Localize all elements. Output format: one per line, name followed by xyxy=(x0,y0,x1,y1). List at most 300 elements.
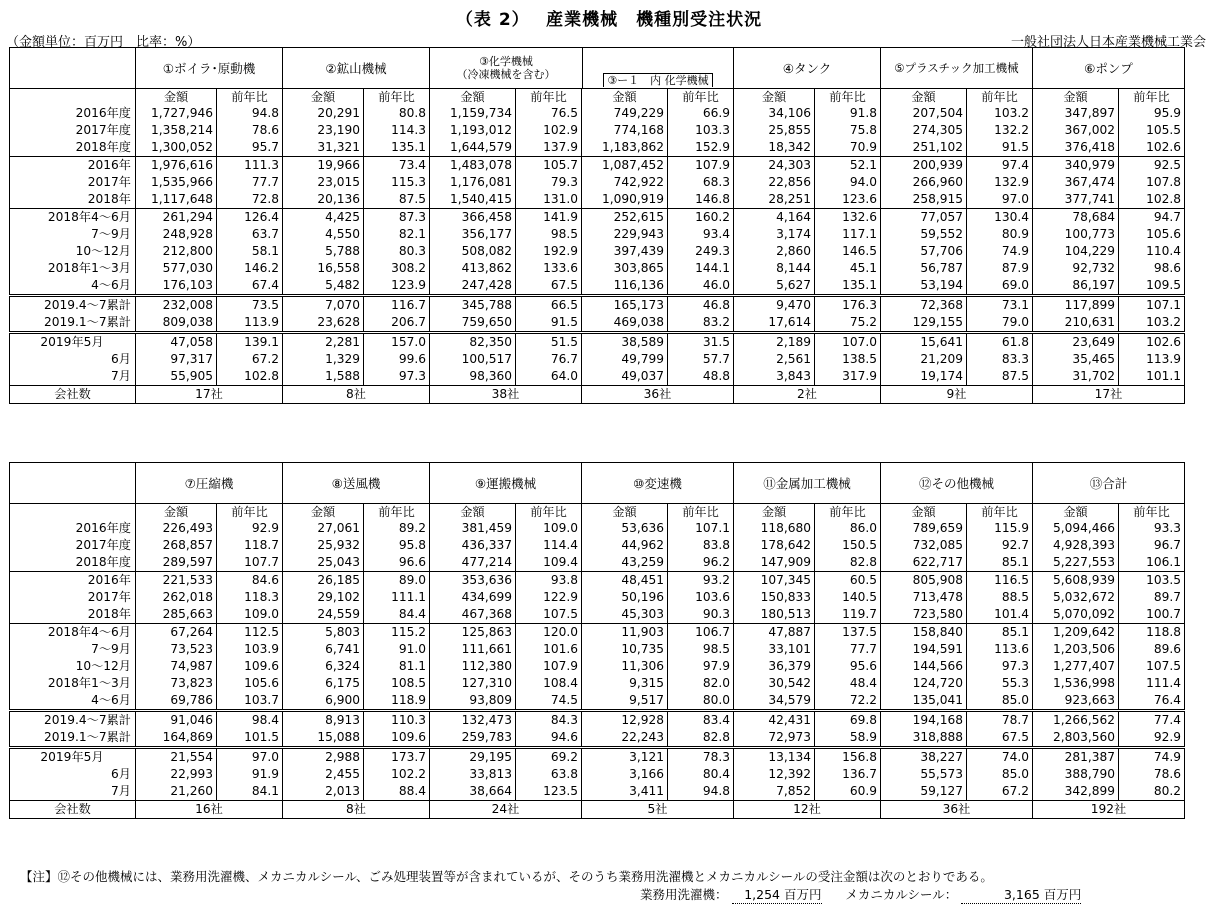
amount-cell: 789,659 xyxy=(881,520,967,537)
amount-cell: 1,588 xyxy=(283,368,364,386)
ratio-cell: 111.4 xyxy=(1119,675,1185,692)
amount-cell: 713,478 xyxy=(881,589,967,606)
seal-label: メカニカルシール： xyxy=(845,887,958,902)
ratio-cell: 107.9 xyxy=(516,658,582,675)
amount-cell: 5,482 xyxy=(283,277,364,296)
ratio-cell: 77.4 xyxy=(1119,711,1185,730)
ratio-cell: 95.8 xyxy=(364,537,430,554)
row-label: 2018年1～3月 xyxy=(47,676,131,690)
table-row xyxy=(10,209,1185,227)
ratio-cell: 89.2 xyxy=(364,520,430,537)
amount-cell: 12,392 xyxy=(734,766,815,783)
amount-cell: 1,358,214 xyxy=(136,122,217,139)
amount-cell: 111,661 xyxy=(430,641,516,658)
amount-cell: 34,106 xyxy=(734,105,815,122)
ratio-cell: 156.8 xyxy=(815,748,881,767)
ratio-cell: 102.9 xyxy=(516,122,582,139)
amount-cell: 4,928,393 xyxy=(1033,537,1119,554)
company-count: 12社 xyxy=(734,801,881,819)
ratio-cell: 77.7 xyxy=(815,641,881,658)
ratio-cell: 69.2 xyxy=(516,748,582,767)
amount-cell: 340,979 xyxy=(1033,157,1119,175)
amount-cell: 20,136 xyxy=(283,191,364,209)
ratio-cell: 95.6 xyxy=(815,658,881,675)
amount-cell: 82,350 xyxy=(430,333,516,352)
ratio-cell: 48.4 xyxy=(815,675,881,692)
ratio-cell: 176.3 xyxy=(815,296,881,315)
amount-cell: 23,190 xyxy=(283,122,364,139)
orders-table-2 xyxy=(9,462,1185,819)
header-tank: ④タンク xyxy=(734,48,881,89)
header-total: ⑬合計 xyxy=(1033,463,1185,504)
amount-cell: 19,966 xyxy=(283,157,364,175)
table-row xyxy=(10,277,1185,296)
ratio-cell: 107.5 xyxy=(516,606,582,624)
row-label: 2016年 xyxy=(10,572,136,590)
amount-cell: 6,324 xyxy=(283,658,364,675)
amount-cell: 48,451 xyxy=(582,572,668,590)
amount-cell: 2,281 xyxy=(283,333,364,352)
amount-cell: 34,579 xyxy=(734,692,815,711)
row-label: 2017年 xyxy=(87,175,131,189)
amount-cell: 377,741 xyxy=(1033,191,1119,209)
amount-cell: 20,291 xyxy=(283,105,364,122)
ratio-cell: 92.9 xyxy=(217,520,283,537)
table-row xyxy=(10,711,1185,730)
ratio-cell: 97.9 xyxy=(668,658,734,675)
amount-cell: 1,117,648 xyxy=(136,191,217,209)
amount-cell: 16,558 xyxy=(283,260,364,277)
table-row xyxy=(10,572,1185,590)
ratio-cell: 123.9 xyxy=(364,277,430,296)
ratio-cell: 111.3 xyxy=(217,157,283,175)
ratio-cell: 103.6 xyxy=(668,589,734,606)
amount-cell: 116,136 xyxy=(582,277,668,296)
ratio-cell: 97.0 xyxy=(967,191,1033,209)
subheader-ratio: 前年比 xyxy=(668,504,734,521)
ratio-cell: 91.5 xyxy=(967,139,1033,157)
corner-cell xyxy=(10,48,136,89)
row-label: 2018年4～6月 xyxy=(10,209,136,227)
ratio-cell: 94.8 xyxy=(668,783,734,801)
amount-cell: 5,627 xyxy=(734,277,815,296)
amount-cell: 53,636 xyxy=(582,520,668,537)
amount-cell: 285,663 xyxy=(136,606,217,624)
ratio-cell: 57.7 xyxy=(668,351,734,368)
ratio-cell: 98.5 xyxy=(516,226,582,243)
ratio-cell: 114.3 xyxy=(364,122,430,139)
amount-cell: 1,727,946 xyxy=(136,105,217,122)
amount-cell: 36,379 xyxy=(734,658,815,675)
ratio-cell: 99.6 xyxy=(364,351,430,368)
amount-cell: 25,855 xyxy=(734,122,815,139)
amount-cell: 723,580 xyxy=(881,606,967,624)
amount-cell: 9,517 xyxy=(582,692,668,711)
ratio-cell: 84.3 xyxy=(516,711,582,730)
row-label: 7月 xyxy=(111,784,131,798)
amount-cell: 5,227,553 xyxy=(1033,554,1119,572)
amount-cell: 118,680 xyxy=(734,520,815,537)
table-row xyxy=(10,692,1185,711)
amount-cell: 107,345 xyxy=(734,572,815,590)
subheader-amount: 金額 xyxy=(734,89,815,106)
ratio-cell: 52.1 xyxy=(815,157,881,175)
ratio-cell: 108.4 xyxy=(516,675,582,692)
amount-cell: 2,860 xyxy=(734,243,815,260)
amount-cell: 132,473 xyxy=(430,711,516,730)
amount-cell: 6,900 xyxy=(283,692,364,711)
ratio-cell: 107.5 xyxy=(1119,658,1185,675)
amount-cell: 388,790 xyxy=(1033,766,1119,783)
ratio-cell: 173.7 xyxy=(364,748,430,767)
ratio-cell: 103.2 xyxy=(1119,314,1185,333)
ratio-cell: 107.0 xyxy=(815,333,881,352)
table-row xyxy=(10,260,1185,277)
amount-cell: 69,786 xyxy=(136,692,217,711)
ratio-cell: 74.5 xyxy=(516,692,582,711)
ratio-cell: 74.0 xyxy=(967,748,1033,767)
amount-cell: 50,196 xyxy=(582,589,668,606)
ratio-cell: 45.1 xyxy=(815,260,881,277)
amount-cell: 397,439 xyxy=(582,243,668,260)
company-count: 5社 xyxy=(582,801,734,819)
amount-cell: 11,306 xyxy=(582,658,668,675)
amount-cell: 72,973 xyxy=(734,729,815,748)
amount-cell: 73,823 xyxy=(136,675,217,692)
header-chemical-sub: （冷凍機械を含む） xyxy=(456,68,556,81)
table-row xyxy=(10,554,1185,572)
amount-cell: 17,614 xyxy=(734,314,815,333)
amount-cell: 77,057 xyxy=(881,209,967,227)
amount-cell: 7,070 xyxy=(283,296,364,315)
header-other: ⑫その他機械 xyxy=(881,463,1033,504)
ratio-cell: 105.6 xyxy=(1119,226,1185,243)
subheader-amount: 金額 xyxy=(430,89,516,106)
company-count: 8社 xyxy=(283,801,430,819)
ratio-cell: 206.7 xyxy=(364,314,430,333)
ratio-cell: 141.9 xyxy=(516,209,582,227)
ratio-cell: 73.1 xyxy=(967,296,1033,315)
ratio-cell: 114.4 xyxy=(516,537,582,554)
ratio-cell: 308.2 xyxy=(364,260,430,277)
ratio-cell: 92.7 xyxy=(967,537,1033,554)
ratio-cell: 132.2 xyxy=(967,122,1033,139)
ratio-cell: 85.0 xyxy=(967,692,1033,711)
amount-cell: 1,203,506 xyxy=(1033,641,1119,658)
amount-cell: 1,159,734 xyxy=(430,105,516,122)
ratio-cell: 101.6 xyxy=(516,641,582,658)
amount-cell: 381,459 xyxy=(430,520,516,537)
ratio-cell: 76.5 xyxy=(516,105,582,122)
amount-cell: 477,214 xyxy=(430,554,516,572)
row-label: 2018年 xyxy=(87,192,131,206)
amount-cell: 303,865 xyxy=(582,260,668,277)
amount-cell: 178,642 xyxy=(734,537,815,554)
amount-cell: 467,368 xyxy=(430,606,516,624)
row-label: 7月 xyxy=(111,369,131,383)
ratio-cell: 87.5 xyxy=(364,191,430,209)
ratio-cell: 73.5 xyxy=(217,296,283,315)
amount-cell: 31,702 xyxy=(1033,368,1119,386)
ratio-cell: 100.7 xyxy=(1119,606,1185,624)
amount-cell: 21,260 xyxy=(136,783,217,801)
amount-cell: 1,329 xyxy=(283,351,364,368)
ratio-cell: 82.0 xyxy=(668,675,734,692)
ratio-cell: 69.0 xyxy=(967,277,1033,296)
subheader-amount: 金額 xyxy=(582,89,668,106)
amount-cell: 749,229 xyxy=(582,105,668,122)
subheader-amount: 金額 xyxy=(283,89,364,106)
amount-cell: 353,636 xyxy=(430,572,516,590)
amount-cell: 180,513 xyxy=(734,606,815,624)
ratio-cell: 146.2 xyxy=(217,260,283,277)
amount-cell: 73,523 xyxy=(136,641,217,658)
row-label: 2017年度 xyxy=(75,123,131,137)
ratio-cell: 58.9 xyxy=(815,729,881,748)
company-count: 17社 xyxy=(1033,386,1185,404)
ratio-cell: 83.8 xyxy=(668,537,734,554)
ratio-cell: 109.6 xyxy=(364,729,430,748)
amount-cell: 622,717 xyxy=(881,554,967,572)
ratio-cell: 77.7 xyxy=(217,174,283,191)
amount-cell: 266,960 xyxy=(881,174,967,191)
row-label: 2017年 xyxy=(87,590,131,604)
ratio-cell: 102.2 xyxy=(364,766,430,783)
amount-cell: 413,862 xyxy=(430,260,516,277)
amount-cell: 194,168 xyxy=(881,711,967,730)
amount-cell: 38,589 xyxy=(582,333,668,352)
amount-cell: 2,988 xyxy=(283,748,364,767)
ratio-cell: 94.8 xyxy=(217,105,283,122)
amount-cell: 1,087,452 xyxy=(582,157,668,175)
amount-cell: 27,061 xyxy=(283,520,364,537)
company-count: 8社 xyxy=(283,386,430,404)
ratio-cell: 107.1 xyxy=(1119,296,1185,315)
page-title: （表 2） 産業機械 機種別受注状況 xyxy=(455,10,763,30)
ratio-cell: 112.5 xyxy=(217,624,283,642)
amount-cell: 55,573 xyxy=(881,766,967,783)
amount-cell: 49,799 xyxy=(582,351,668,368)
amount-cell: 150,833 xyxy=(734,589,815,606)
amount-cell: 91,046 xyxy=(136,711,217,730)
amount-cell: 44,962 xyxy=(582,537,668,554)
subheader-amount: 金額 xyxy=(1033,504,1119,521)
ratio-cell: 64.0 xyxy=(516,368,582,386)
ratio-cell: 160.2 xyxy=(668,209,734,227)
ratio-cell: 115.2 xyxy=(364,624,430,642)
ratio-cell: 132.9 xyxy=(967,174,1033,191)
table-row xyxy=(10,589,1185,606)
subheader-ratio: 前年比 xyxy=(364,89,430,106)
table-row xyxy=(10,314,1185,333)
company-count: 24社 xyxy=(430,801,582,819)
ratio-cell: 79.0 xyxy=(967,314,1033,333)
ratio-cell: 74.9 xyxy=(967,243,1033,260)
subheader-ratio: 前年比 xyxy=(364,504,430,521)
amount-cell: 97,317 xyxy=(136,351,217,368)
company-count: 9社 xyxy=(881,386,1033,404)
ratio-cell: 152.9 xyxy=(668,139,734,157)
ratio-cell: 67.4 xyxy=(217,277,283,296)
ratio-cell: 109.0 xyxy=(217,606,283,624)
ratio-cell: 192.9 xyxy=(516,243,582,260)
amount-cell: 158,840 xyxy=(881,624,967,642)
amount-cell: 1,266,562 xyxy=(1033,711,1119,730)
amount-cell: 11,903 xyxy=(582,624,668,642)
ratio-cell: 83.3 xyxy=(967,351,1033,368)
amount-cell: 104,229 xyxy=(1033,243,1119,260)
ratio-cell: 82.8 xyxy=(815,554,881,572)
ratio-cell: 84.4 xyxy=(364,606,430,624)
row-label: 2019.4～7累計 xyxy=(10,711,136,730)
row-label: 2016年度 xyxy=(75,521,131,535)
subheader-ratio: 前年比 xyxy=(1119,89,1185,106)
amount-cell: 732,085 xyxy=(881,537,967,554)
row-label: 7～9月 xyxy=(91,642,131,656)
header-chemical-inner-label: ③ー１ 内 化学機械 xyxy=(603,73,712,87)
subheader-ratio: 前年比 xyxy=(967,89,1033,106)
amount-cell: 135,041 xyxy=(881,692,967,711)
ratio-cell: 102.6 xyxy=(1119,333,1185,352)
laundry-value: 1,254 百万円 xyxy=(732,885,822,904)
company-count: 36社 xyxy=(582,386,734,404)
company-count-label: 会社数 xyxy=(10,386,136,404)
ratio-cell: 89.0 xyxy=(364,572,430,590)
table-row xyxy=(10,748,1185,767)
table-row xyxy=(10,624,1185,642)
amount-cell: 1,277,407 xyxy=(1033,658,1119,675)
amount-cell: 3,843 xyxy=(734,368,815,386)
amount-cell: 221,533 xyxy=(136,572,217,590)
amount-cell: 207,504 xyxy=(881,105,967,122)
amount-cell: 74,987 xyxy=(136,658,217,675)
amount-cell: 21,209 xyxy=(881,351,967,368)
ratio-cell: 85.0 xyxy=(967,766,1033,783)
table-row xyxy=(10,296,1185,315)
ratio-cell: 95.9 xyxy=(1119,105,1185,122)
ratio-cell: 94.7 xyxy=(1119,209,1185,227)
amount-cell: 1,976,616 xyxy=(136,157,217,175)
ratio-cell: 110.4 xyxy=(1119,243,1185,260)
ratio-cell: 61.8 xyxy=(967,333,1033,352)
ratio-cell: 46.0 xyxy=(668,277,734,296)
ratio-cell: 80.8 xyxy=(364,105,430,122)
amount-cell: 22,243 xyxy=(582,729,668,748)
header-plastic: ⑤プラスチック加工機械 xyxy=(881,48,1033,89)
ratio-cell: 94.6 xyxy=(516,729,582,748)
amount-cell: 376,418 xyxy=(1033,139,1119,157)
ratio-cell: 67.5 xyxy=(967,729,1033,748)
amount-cell: 2,803,560 xyxy=(1033,729,1119,748)
amount-cell: 31,321 xyxy=(283,139,364,157)
ratio-cell: 103.2 xyxy=(967,105,1033,122)
amount-cell: 23,628 xyxy=(283,314,364,333)
ratio-cell: 107.9 xyxy=(668,157,734,175)
amount-cell: 5,788 xyxy=(283,243,364,260)
row-label: 7～9月 xyxy=(91,227,131,241)
row-label: 4～6月 xyxy=(91,278,131,292)
row-label: 2019.1～7累計 xyxy=(44,315,131,329)
ratio-cell: 90.3 xyxy=(668,606,734,624)
amount-cell: 1,483,078 xyxy=(430,157,516,175)
ratio-cell: 80.2 xyxy=(1119,783,1185,801)
ratio-cell: 91.5 xyxy=(516,314,582,333)
table-row xyxy=(10,157,1185,175)
ratio-cell: 97.3 xyxy=(364,368,430,386)
amount-cell: 13,134 xyxy=(734,748,815,767)
amount-cell: 93,809 xyxy=(430,692,516,711)
ratio-cell: 58.1 xyxy=(217,243,283,260)
amount-cell: 25,932 xyxy=(283,537,364,554)
ratio-cell: 113.6 xyxy=(967,641,1033,658)
ratio-cell: 116.5 xyxy=(967,572,1033,590)
ratio-cell: 109.4 xyxy=(516,554,582,572)
amount-cell: 261,294 xyxy=(136,209,217,227)
row-label: 10～12月 xyxy=(75,244,131,258)
ratio-cell: 96.2 xyxy=(668,554,734,572)
subheader-ratio: 前年比 xyxy=(217,504,283,521)
amount-cell: 229,943 xyxy=(582,226,668,243)
ratio-cell: 66.5 xyxy=(516,296,582,315)
amount-cell: 92,732 xyxy=(1033,260,1119,277)
subheader-amount: 金額 xyxy=(734,504,815,521)
amount-cell: 30,542 xyxy=(734,675,815,692)
ratio-cell: 97.3 xyxy=(967,658,1033,675)
ratio-cell: 46.8 xyxy=(668,296,734,315)
ratio-cell: 115.3 xyxy=(364,174,430,191)
ratio-cell: 137.9 xyxy=(516,139,582,157)
ratio-cell: 101.1 xyxy=(1119,368,1185,386)
header-blower: ⑧送風機 xyxy=(283,463,430,504)
ratio-cell: 150.5 xyxy=(815,537,881,554)
table-row xyxy=(10,226,1185,243)
amount-cell: 2,455 xyxy=(283,766,364,783)
subheader-ratio: 前年比 xyxy=(967,504,1033,521)
subheader-amount: 金額 xyxy=(136,89,217,106)
ratio-cell: 101.4 xyxy=(967,606,1033,624)
ratio-cell: 86.0 xyxy=(815,520,881,537)
amount-cell: 144,566 xyxy=(881,658,967,675)
amount-cell: 10,735 xyxy=(582,641,668,658)
ratio-cell: 48.8 xyxy=(668,368,734,386)
amount-cell: 22,993 xyxy=(136,766,217,783)
ratio-cell: 78.7 xyxy=(967,711,1033,730)
amount-cell: 268,857 xyxy=(136,537,217,554)
ratio-cell: 98.6 xyxy=(1119,260,1185,277)
ratio-cell: 93.3 xyxy=(1119,520,1185,537)
ratio-cell: 101.5 xyxy=(217,729,283,748)
ratio-cell: 107.7 xyxy=(217,554,283,572)
ratio-cell: 87.3 xyxy=(364,209,430,227)
seal-value: 3,165 百万円 xyxy=(961,885,1081,904)
footnote-values xyxy=(640,885,1081,904)
amount-cell: 436,337 xyxy=(430,537,516,554)
amount-cell: 345,788 xyxy=(430,296,516,315)
amount-cell: 53,194 xyxy=(881,277,967,296)
ratio-cell: 96.6 xyxy=(364,554,430,572)
ratio-cell: 80.9 xyxy=(967,226,1033,243)
amount-cell: 1,536,998 xyxy=(1033,675,1119,692)
subheader-amount: 金額 xyxy=(881,504,967,521)
ratio-cell: 51.5 xyxy=(516,333,582,352)
company-count: 38社 xyxy=(430,386,582,404)
ratio-cell: 83.2 xyxy=(668,314,734,333)
ratio-cell: 66.9 xyxy=(668,105,734,122)
header-boiler: ①ボイラ･原動機 xyxy=(136,48,283,89)
ratio-cell: 80.3 xyxy=(364,243,430,260)
company-count-label: 会社数 xyxy=(10,801,136,819)
amount-cell: 247,428 xyxy=(430,277,516,296)
